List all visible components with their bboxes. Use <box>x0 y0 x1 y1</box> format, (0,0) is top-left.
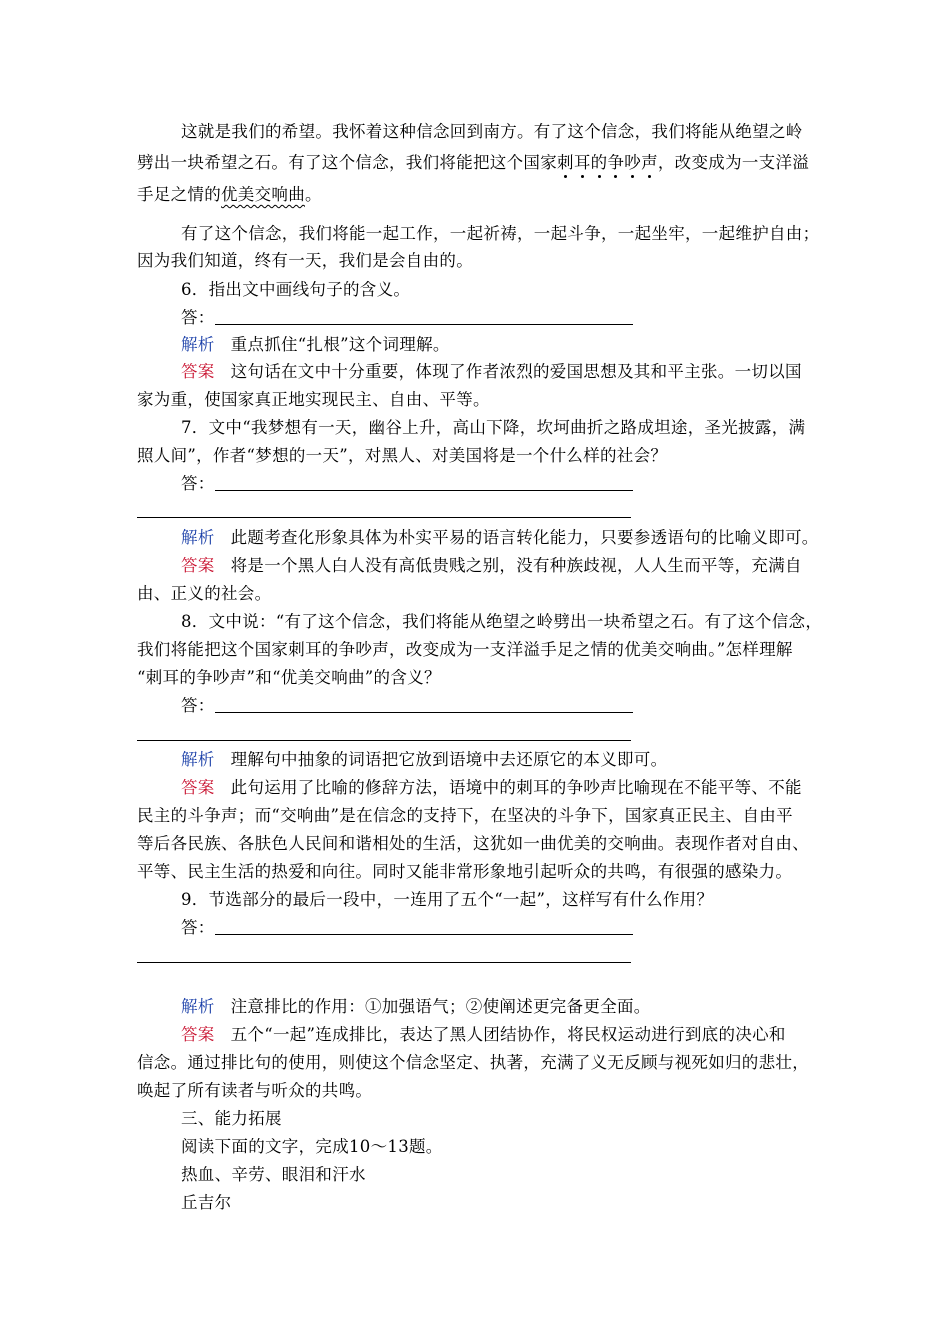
answer-prompt: 答： <box>181 918 215 937</box>
daan-line: 民主的斗争声；而“交响曲”是在信念的支持下，在坚决的斗争下，国家真正民主、自由平 <box>137 806 793 825</box>
daan-line <box>181 361 861 383</box>
jiexi-text: 注意排比的作用：①加强语气；②使阐述更完备更全面。 <box>230 997 651 1016</box>
daan-text: 这句话在文中十分重要，体现了作者浓烈的爱国思想及其和平主张。一切以国 <box>230 362 802 381</box>
question-7: 7．文中“我梦想有一天，幽谷上升，高山下降，坎坷曲折之路成坦途，圣光披露，满 <box>181 418 806 437</box>
question-8-cont: 我们将能把这个国家刺耳的争吵声，改变成为一支洋溢手足之情的优美交响曲。”怎样理解 <box>137 640 793 659</box>
answer-line <box>215 934 633 935</box>
jiexi-label: 解析 <box>181 335 215 354</box>
section-instruction: 阅读下面的文字，完成10～13题。 <box>181 1137 443 1156</box>
jiexi-label: 解析 <box>181 528 215 547</box>
jiexi-text: 理解句中抽象的词语把它放到语境中去还原它的本义即可。 <box>230 750 668 769</box>
daan-line: 唤起了所有读者与听众的共鸣。 <box>137 1081 373 1100</box>
answer-line <box>137 962 631 963</box>
jiexi-line <box>181 749 861 771</box>
daan-line: 信念。通过排比句的使用，则使这个信念坚定、执著，充满了义无反顾与视死如归的悲壮， <box>137 1053 809 1072</box>
daan-label: 答案 <box>181 556 215 575</box>
jiexi-line <box>181 334 861 356</box>
question-8: 8．文中说：“有了这个信念，我们将能从绝望之岭劈出一块希望之石。有了这个信念， <box>181 612 823 631</box>
article-author: 丘吉尔 <box>181 1193 232 1212</box>
daan-label: 答案 <box>181 362 215 381</box>
section-heading: 三、能力拓展 <box>181 1109 282 1128</box>
daan-label: 答案 <box>181 778 215 797</box>
jiexi-label: 解析 <box>181 997 215 1016</box>
dotted-char: 吵 <box>624 153 642 172</box>
passage-line: 这就是我们的希望。我怀着这种信念回到南方。有了这个信念，我们将能从绝望之岭 <box>181 122 803 141</box>
daan-line: 等后各民族、各肤色人民间和谐相处的生活，这犹如一曲优美的交响曲。表现作者对自由、 <box>137 834 809 853</box>
daan-line <box>181 1024 861 1046</box>
daan-label: 答案 <box>181 1025 215 1044</box>
answer-prompt: 答： <box>181 308 215 327</box>
wavy-underlined-phrase: 优美交响曲 <box>221 185 305 204</box>
passage-line: 因为我们知道，终有一天，我们是会自由的。 <box>137 251 473 270</box>
passage-text: ，改变成为一支洋溢 <box>657 153 810 172</box>
question-7-cont: 照人间”，作者“梦想的一天”，对黑人、对美国将是一个什么样的社会？ <box>137 446 668 465</box>
answer-line <box>137 740 631 741</box>
answer-prompt: 答： <box>181 474 215 493</box>
daan-text: 将是一个黑人白人没有高低贵贱之别，没有种族歧视，人人生而平等，充满自 <box>230 556 802 575</box>
daan-line: 家为重，使国家真正地实现民主、自由、平等。 <box>137 390 490 409</box>
daan-line: 由、正义的社会。 <box>137 584 272 603</box>
daan-line: 平等、民主生活的热爱和向往。同时又能非常形象地引起听众的共鸣，有很强的感染力。 <box>137 862 793 881</box>
passage-text: 劈出一块希望之石。有了这个信念，我们将能把这个国家 <box>137 153 557 172</box>
dotted-char: 声 <box>641 153 658 172</box>
jiexi-text: 此题考查化形象具体为朴实平易的语言转化能力，只要参透语句的比喻义即可。 <box>230 528 819 547</box>
dotted-char: 耳 <box>573 153 591 172</box>
answer-prompt: 答： <box>181 696 215 715</box>
question-6: 6．指出文中画线句子的含义。 <box>181 280 411 299</box>
question-9: 9．节选部分的最后一段中，一连用了五个“一起”，这样写有什么作用？ <box>181 890 714 909</box>
passage-line: 有了这个信念，我们将能一起工作，一起祈祷，一起斗争，一起坐牢，一起维护自由； <box>181 224 820 243</box>
daan-text: 此句运用了比喻的修辞方法，语境中的刺耳的争吵声比喻现在不能平等、不能 <box>230 778 802 797</box>
passage-text: 手足之情的 <box>137 185 221 204</box>
jiexi-line <box>181 996 861 1018</box>
answer-line <box>215 324 633 325</box>
jiexi-text: 重点抓住“扎根”这个词理解。 <box>230 335 450 354</box>
passage-text: 。 <box>305 185 322 204</box>
dotted-char: 的 <box>590 153 608 172</box>
passage-line <box>137 152 817 174</box>
dotted-char: 争 <box>607 153 625 172</box>
dotted-char: 刺 <box>557 153 574 172</box>
passage-line <box>137 184 817 206</box>
daan-text: 五个“一起”连成排比，表达了黑人团结协作，将民权运动进行到底的决心和 <box>230 1025 786 1044</box>
daan-line <box>181 555 861 577</box>
question-8-cont: “刺耳的争吵声”和“优美交响曲”的含义？ <box>137 668 441 687</box>
jiexi-line <box>181 527 861 549</box>
answer-line <box>137 517 631 518</box>
answer-line <box>215 490 633 491</box>
answer-line <box>215 712 633 713</box>
daan-line <box>181 777 861 799</box>
article-title: 热血、辛劳、眼泪和汗水 <box>181 1165 366 1184</box>
jiexi-label: 解析 <box>181 750 215 769</box>
